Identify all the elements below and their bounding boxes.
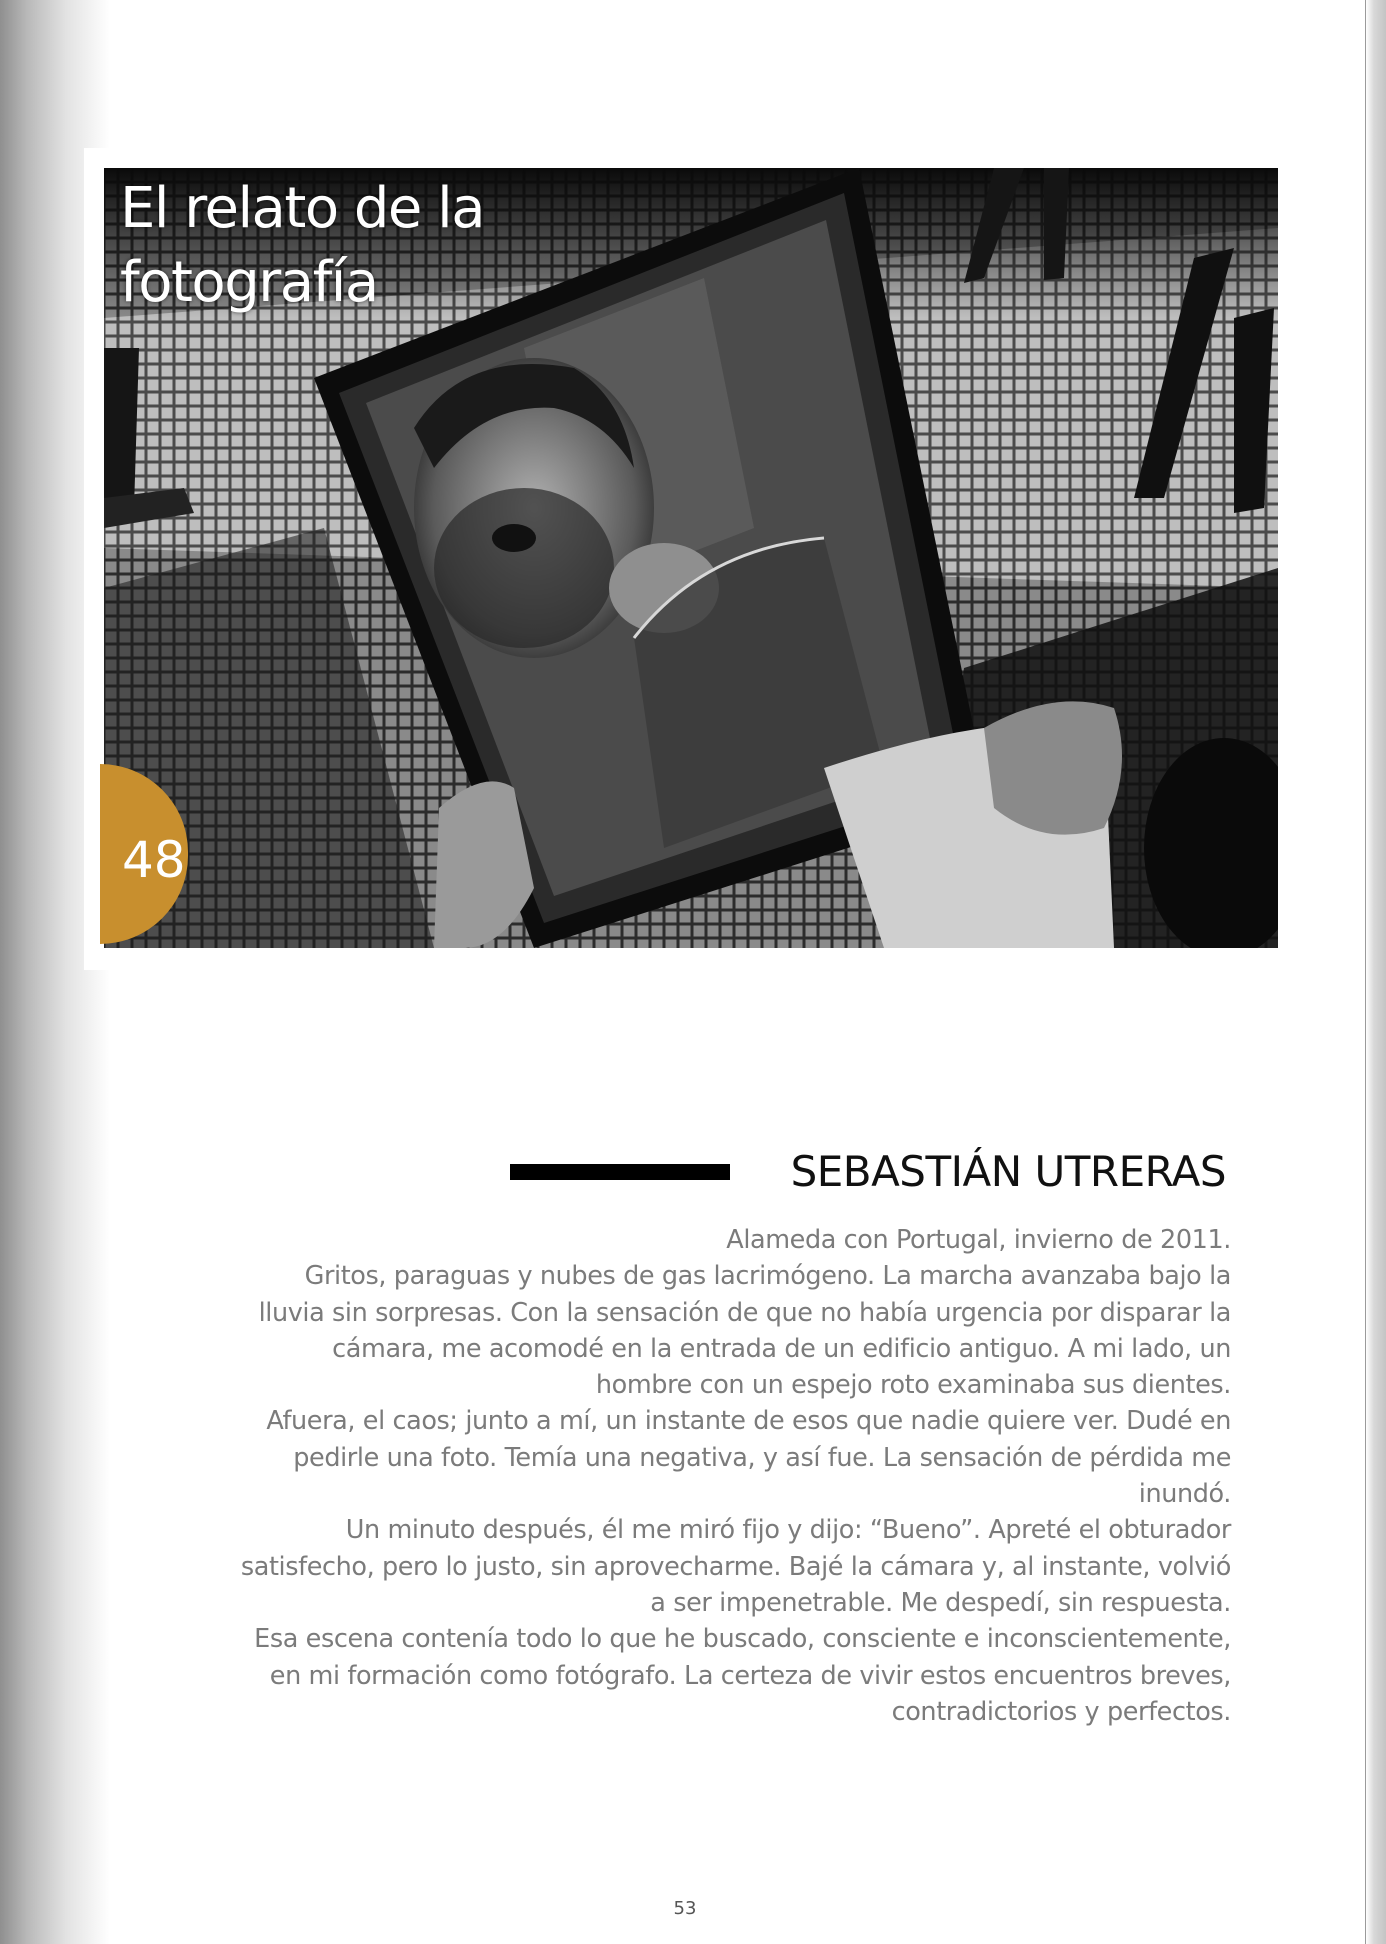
story-text (180, 1222, 1231, 1730)
story-line: Gritos, paraguas y nubes de gas lacrimógeno. La marcha avanzaba bajo la (304, 1261, 1231, 1292)
story-line: contradictorios y perfectos. (891, 1696, 1231, 1727)
section-title: El relato de la fotografía (120, 176, 485, 315)
page-number: 53 (673, 1898, 697, 1919)
story-line: inundó. (1138, 1479, 1231, 1510)
author-rule (510, 1164, 730, 1180)
story-line: Alameda con Portugal, invierno de 2011. (726, 1225, 1231, 1255)
story-line: Un minuto después, él me miró fijo y dijo: “Bueno”. Apreté el obturador (345, 1515, 1231, 1546)
section-number: 48 (122, 831, 186, 889)
story-line: Esa escena contenía todo lo que he buscado, consciente e inconscientemente, (254, 1624, 1231, 1655)
page-edge (1365, 0, 1386, 1944)
story-line: pedirle una foto. Temía una negativa, y así fue. La sensación de pérdida me (293, 1442, 1231, 1473)
story-line: Afuera, el caos; junto a mí, un instante de esos que nadie quiere ver. Dudé en (266, 1406, 1231, 1437)
story-line: satisfecho, pero lo justo, sin aprovecharme. Bajé la cámara y, al instante, volvió (240, 1551, 1231, 1582)
story-line: a ser impenetrable. Me despedí, sin respuesta. (650, 1587, 1231, 1618)
story-line: en mi formación como fotógrafo. La certeza de vivir estos encuentros breves, (269, 1660, 1231, 1691)
story-line: cámara, me acomodé en la entrada de un edificio antiguo. A mi lado, un (332, 1333, 1231, 1364)
author-name: SEBASTIÁN UTRERAS (790, 1147, 1226, 1196)
story-line: lluvia sin sorpresas. Con la sensación de que no había urgencia por disparar la (258, 1297, 1231, 1328)
story-line: hombre con un espejo roto examinaba sus dientes. (595, 1370, 1231, 1401)
